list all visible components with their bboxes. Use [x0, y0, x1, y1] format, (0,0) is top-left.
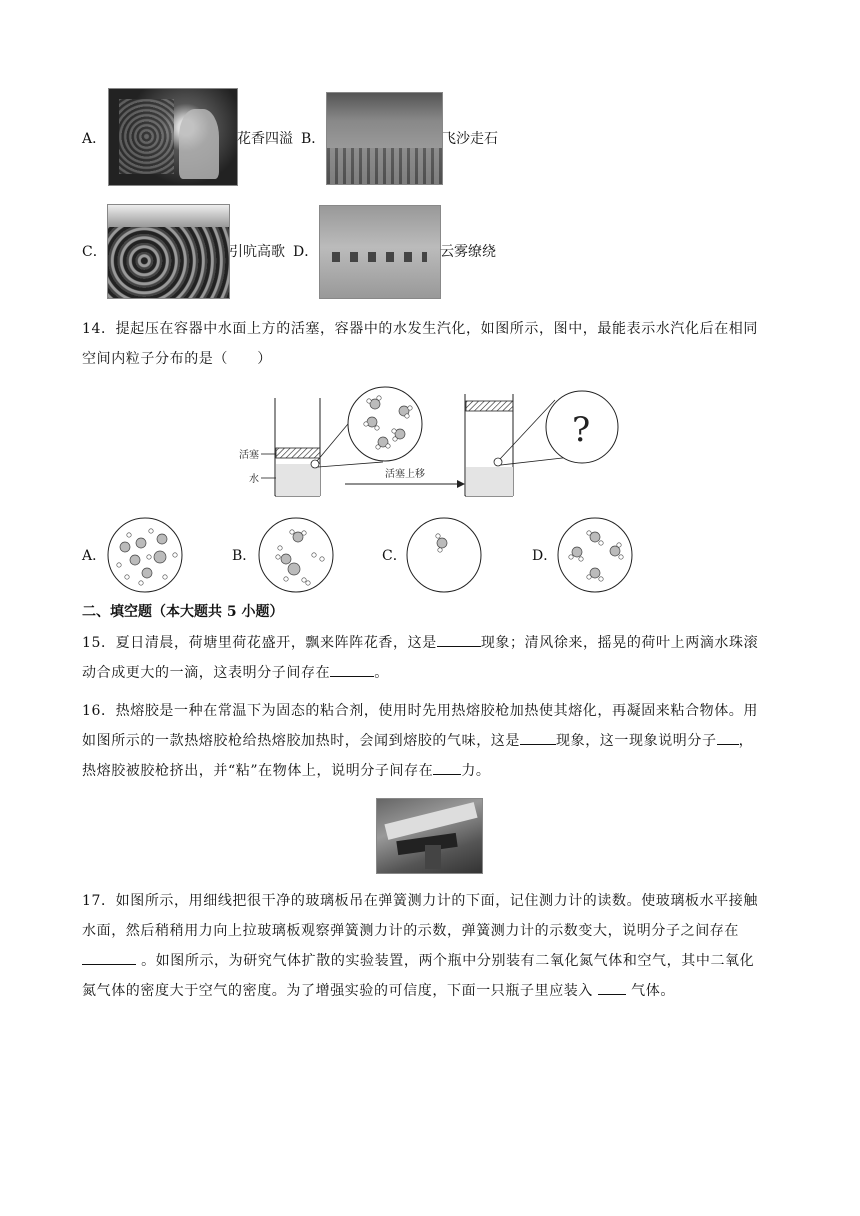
option-b-caption: 飞沙走石 — [442, 131, 498, 147]
q16-text-d: 热熔胶被胶枪挤出，并“粘”在物体上，说明分子间存在 — [82, 763, 434, 779]
flower-fragrance-photo — [108, 88, 238, 186]
q16-blank-1[interactable] — [520, 730, 556, 745]
q15-blank-2[interactable] — [330, 662, 374, 677]
q15-text-b: 现象；清风徐来，摇晃的荷叶上两滴水珠滚 — [480, 635, 759, 651]
q15-text-c: 动合成更大的一滴，这表明分子间存在 — [82, 665, 331, 681]
q17-text-c: 气体。 — [631, 983, 675, 999]
particle-option-b — [256, 515, 336, 595]
piston-label: 活塞 — [239, 450, 259, 461]
q15-blank-1[interactable] — [437, 632, 481, 647]
particle-option-d — [555, 515, 635, 595]
hot-glue-gun-photo — [376, 798, 483, 874]
q16-blank-2[interactable] — [717, 730, 739, 745]
q16-blank-3[interactable] — [433, 760, 461, 775]
q14-option-c-label: C． — [382, 548, 407, 564]
q17-line1: 17．如图所示，用细线把很干净的玻璃板吊在弹簧测力计的下面，记住测力计的读数。使玻璃板水平接触 — [82, 893, 759, 909]
question-14-stem — [82, 314, 782, 374]
option-d-caption: 云雾缭绕 — [440, 244, 496, 260]
option-a-caption: 花香四溢 — [237, 131, 293, 147]
question-mark: ? — [572, 410, 591, 450]
vaporization-diagram — [235, 384, 635, 504]
arrow-label: 活塞上移 — [385, 469, 425, 480]
option-d-label: D． — [293, 244, 319, 260]
question-16 — [82, 696, 782, 786]
q17-text-b: 氮气体的密度大于空气的密度。为了增强实验的可信度，下面一只瓶子里应装入 — [82, 983, 593, 999]
q16-text-a: 如图所示的一款热熔胶枪给热熔胶加热时，会闻到熔胶的气味，这是 — [82, 733, 520, 749]
singing-crowd-photo — [107, 204, 230, 299]
particle-option-c — [404, 515, 484, 595]
q17-blank-1[interactable] — [82, 950, 136, 965]
option-b-label: B． — [301, 131, 326, 147]
q14-line1: 14．提起压在容器中水面上方的活塞，容器中的水发生汽化，如图所示，图中，最能表示水汽化后在相同 — [82, 321, 759, 337]
q17-blank-2[interactable] — [598, 980, 626, 995]
q15-text-a: 15．夏日清晨，荷塘里荷花盛开，飘来阵阵花香，这是 — [82, 635, 437, 651]
q14-option-b-label: B． — [232, 548, 257, 564]
water-label: 水 — [249, 474, 259, 485]
sandstorm-photo — [326, 92, 443, 185]
q14-option-d-label: D． — [532, 548, 558, 564]
q14-option-a-label: A． — [82, 548, 107, 564]
q14-line2: 空间内粒子分布的是（ ） — [82, 351, 272, 367]
section-2-heading: 二、填空题（本大题共 5 小题） — [82, 604, 284, 620]
option-a-label: A． — [82, 131, 107, 147]
q17-line2: 水面，然后稍稍用力向上拉玻璃板观察弹簧测力计的示数，弹簧测力计的示数变大，说明分子之间存在 — [82, 923, 739, 939]
option-c-caption: 引吭高歌 — [229, 244, 285, 260]
q15-text-d: 。 — [374, 665, 389, 681]
option-c-label: C． — [82, 244, 107, 260]
cloud-mist-photo — [319, 205, 441, 299]
q16-text-b: 现象，这一现象说明分子 — [556, 733, 717, 749]
q17-text-a: 。如图所示，为研究气体扩散的实验装置，两个瓶中分别装有二氧化氮气体和空气，其中二氧化 — [141, 953, 755, 969]
q16-line1: 16．热熔胶是一种在常温下为固态的粘合剂，使用时先用热熔胶枪加热使其熔化，再凝固来粘合物体。用 — [82, 703, 759, 719]
question-17 — [82, 886, 782, 1006]
particle-option-a — [105, 515, 185, 595]
q16-text-c: ， — [738, 733, 754, 749]
question-15 — [82, 628, 782, 688]
q16-text-e: 力。 — [461, 763, 491, 779]
